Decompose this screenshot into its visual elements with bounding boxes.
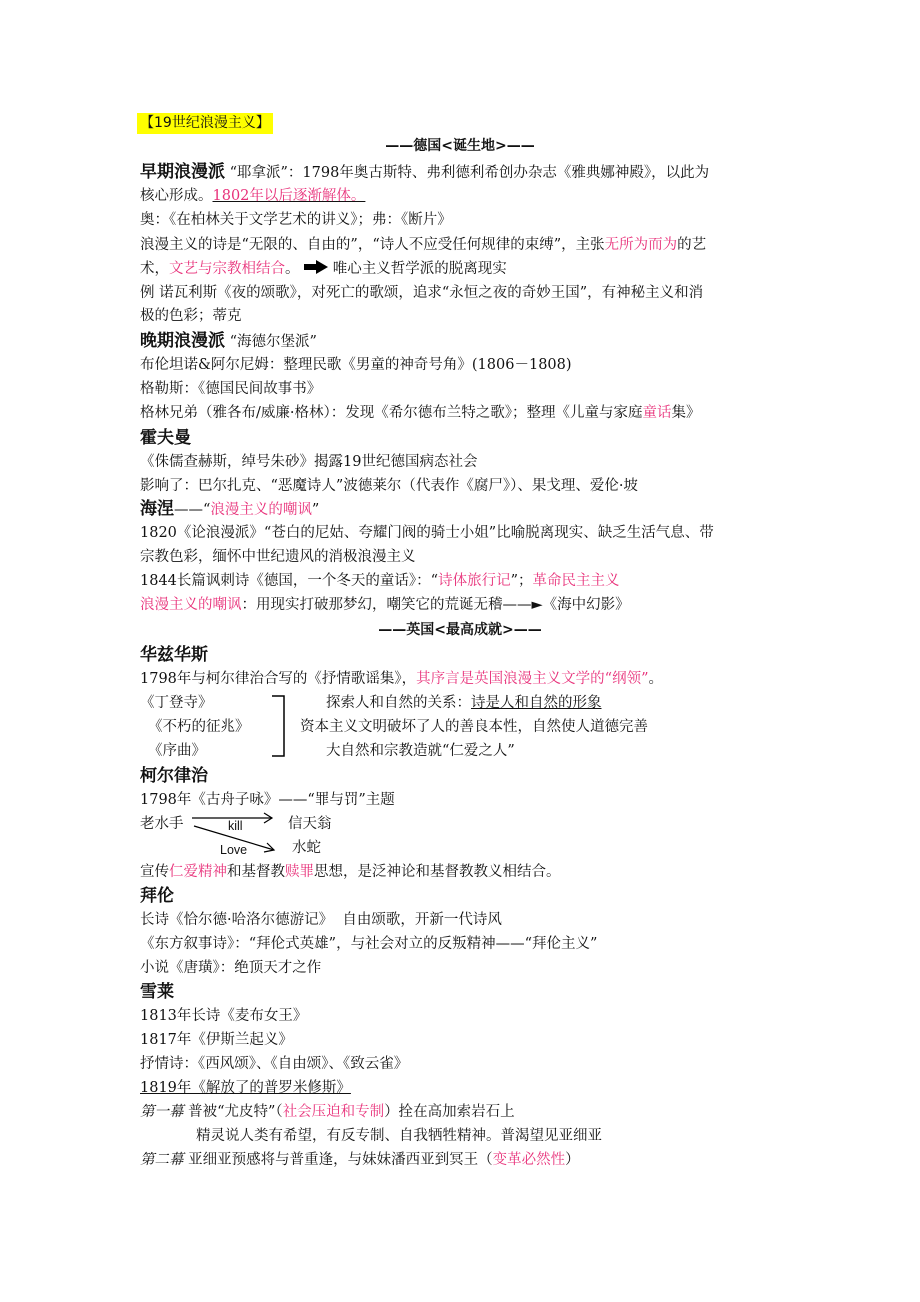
wordsworth-work-1: 《丁登寺》 [140, 695, 213, 711]
shelley-line-3: 抒情诗：《西风颂》、《自由颂》、《致云雀》 [140, 1056, 409, 1072]
early-works: 奥：《在柏林关于文学艺术的讲义》；弗：《断片》 [140, 212, 452, 228]
heine-heading: 海涅 [140, 499, 174, 519]
late-romantic-intro: “海德尔堡派” [225, 334, 317, 350]
page-title: 【19世纪浪漫主义】 [137, 113, 273, 134]
heine-heading-line [140, 497, 319, 521]
act1-b: 社会压迫和专制 [282, 1104, 385, 1120]
early-view-1 [140, 234, 706, 256]
ww-l1-a: 1798年与柯尔律治合写的《抒情歌谣集》， [140, 671, 417, 687]
coleridge-line-1: 1798年《古舟子咏》——“罪与罚”主题 [140, 792, 395, 808]
wordsworth-note-2: 资本主义文明破坏了人的善良本性，自然使人道德完善 [300, 719, 648, 735]
heine-line-2: 宗教色彩，缅怀中世纪遗风的消极浪漫主义 [140, 549, 416, 565]
shelley-act-2 [140, 1149, 580, 1171]
early-example-2: 极的色彩；蒂克 [140, 308, 242, 324]
act2-c: ） [565, 1152, 580, 1168]
section-header-germany: ——德国<诞生地>—— [385, 138, 535, 154]
late-line-1: 布伦坦诺&阿尔尼姆：整理民歌《男童的神奇号角》(1806－1808) [140, 357, 572, 373]
byron-heading: 拜伦 [140, 886, 174, 906]
view1-a: 浪漫主义的诗是“无限的、自由的”，“诗人不应受任何规律的束缚”，主张 [140, 237, 605, 253]
heine-line-4 [140, 594, 630, 616]
ww-n1-a: 探索人和自然的关系： [326, 695, 471, 711]
sailor-label: 老水手 [140, 816, 184, 832]
coleridge-heading: 柯尔律治 [140, 766, 208, 786]
early-line2-a: 核心形成。 [140, 188, 213, 204]
heine-l4-c: 《海中幻影》 [542, 597, 630, 613]
early-dissolve [213, 188, 366, 204]
love-label: Love [220, 843, 248, 857]
view1-c: 的艺 [677, 237, 707, 253]
late-l3-b: 童话 [642, 405, 672, 421]
early-view-2 [140, 258, 507, 280]
early-line2 [140, 185, 365, 207]
heine-l4-b: ：用现实打破那梦幻，嘲笑它的荒诞无稽—— [241, 597, 532, 613]
ww-n1-b: 诗是人和自然的形象 [471, 695, 602, 711]
albatross-label: 信天翁 [288, 816, 332, 832]
act1-label: 第一幕 [140, 1104, 184, 1120]
col-l2-c: 和基督教 [227, 864, 285, 880]
late-line-2: 格勒斯：《德国民间故事书》 [140, 381, 322, 397]
heine-close: ” [311, 502, 320, 518]
wordsworth-work-2: 《不朽的征兆》 [148, 719, 250, 735]
coleridge-line-2 [140, 861, 561, 883]
col-l2-d: 赎罪 [285, 864, 314, 880]
view2-d: 唯心主义哲学派的脱离现实 [332, 261, 507, 277]
early-romantic-heading: 早期浪漫派 [140, 162, 225, 182]
section-header-england: ——英国<最高成就>—— [378, 622, 542, 638]
ww-l1-c: 。 [648, 671, 663, 687]
heine-l3-c: ”； [510, 573, 533, 589]
byron-line-1: 长诗《恰尔德·哈洛尔德游记》 自由颂歌，开新一代诗风 [140, 912, 502, 928]
shelley-heading: 雪莱 [140, 982, 174, 1002]
hoffmann-line-1: 《侏儒查赫斯，绰号朱砂》揭露19世纪德国病态社会 [140, 454, 478, 470]
heine-l3-d: 革命民主主义 [532, 573, 620, 589]
hoffmann-line-2: 影响了：巴尔扎克、“恶魔诗人”波德莱尔（代表作《腐尸》）、果戈理、爱伦·坡 [140, 478, 638, 494]
act1-a: 普被“尤皮特”（ [183, 1104, 283, 1120]
early-dissolve-text: 1802年以后逐渐解体。 [212, 188, 366, 204]
view2-a: 术， [140, 261, 169, 277]
late-romantic-line [140, 329, 317, 353]
view2-b: 文艺与宗教相结合 [169, 261, 285, 277]
hoffmann-heading: 霍夫曼 [140, 428, 191, 448]
heine-line-1: 1820《论浪漫派》“苍白的尼姑、夸耀门阀的骑士小姐”比喻脱离现实、缺乏生活气息、带 [140, 525, 714, 541]
late-line-3 [140, 402, 701, 424]
wordsworth-note-1 [326, 692, 602, 714]
act1-c: ）拴在高加索岩石上 [384, 1104, 515, 1120]
wordsworth-note-3: 大自然和宗教造就“仁爱之人” [326, 743, 515, 759]
wordsworth-heading: 华兹华斯 [140, 645, 208, 665]
late-l3-c: 集》 [671, 405, 701, 421]
view1-b: 无所为而为 [604, 237, 678, 253]
heine-line-3 [140, 570, 620, 592]
snakes-label: 水蛇 [292, 840, 321, 856]
shelley-line-2: 1817年《伊斯兰起义》 [140, 1032, 293, 1048]
late-romantic-heading: 晚期浪漫派 [140, 331, 225, 351]
act2-label: 第二幕 [140, 1152, 184, 1168]
act2-a: 亚细亚预感将与普重逢，与妹妹潘西亚到冥王（ [183, 1152, 493, 1168]
heine-tag: 浪漫主义的嘲讽 [210, 502, 312, 518]
col-l2-b: 仁爱精神 [169, 864, 227, 880]
early-romantic-line [140, 160, 709, 184]
act2-b: 变革必然性 [492, 1152, 566, 1168]
early-example-1: 例 诺瓦利斯《夜的颂歌》，对死亡的歌颂，追求“永恒之夜的奇妙王国”，有神秘主义和消 [140, 285, 704, 301]
view2-c: 。 [285, 261, 300, 277]
heine-dash: ——“ [174, 502, 211, 518]
late-l3-a: 格林兄弟（雅各布/威廉·格林）：发现《希尔德布兰特之歌》；整理《儿童与家庭 [140, 405, 643, 421]
heine-l3-a: 1844长篇讽刺诗《德国，一个冬天的童话》：“ [140, 573, 439, 589]
shelley-act-1 [140, 1101, 515, 1123]
col-l2-e: 思想，是泛神论和基督教教义相结合。 [314, 864, 561, 880]
arrow-right-icon [304, 260, 328, 274]
early-romantic-intro: “耶拿派”：1798年奥古斯特、弗利德利希创办杂志《雅典娜神殿》，以此为 [225, 165, 710, 181]
col-l2-a: 宣传 [140, 864, 169, 880]
shelley-line-4: 1819年《解放了的普罗米修斯》 [140, 1080, 351, 1096]
heine-l3-b: 诗体旅行记 [438, 573, 511, 589]
byron-line-3: 小说《唐璜》：绝顶天才之作 [140, 960, 322, 976]
shelley-line-1: 1813年长诗《麦布女王》 [140, 1008, 308, 1024]
byron-line-2: 《东方叙事诗》：“拜伦式英雄”，与社会对立的反叛精神——“拜伦主义” [140, 936, 598, 952]
heine-l4-a: 浪漫主义的嘲讽 [140, 597, 242, 613]
wordsworth-work-3: 《序曲》 [148, 743, 206, 759]
kill-label: kill [228, 819, 243, 833]
arrow-head-icon: ► [531, 597, 543, 613]
bracket-icon [270, 694, 292, 758]
wordsworth-line-1 [140, 668, 663, 690]
shelley-act-1-cont: 精灵说人类有希望，有反专制、自我牺牲精神。普渴望见亚细亚 [196, 1128, 602, 1144]
ww-l1-b: 其序言是英国浪漫主义文学的“纲领” [416, 671, 649, 687]
